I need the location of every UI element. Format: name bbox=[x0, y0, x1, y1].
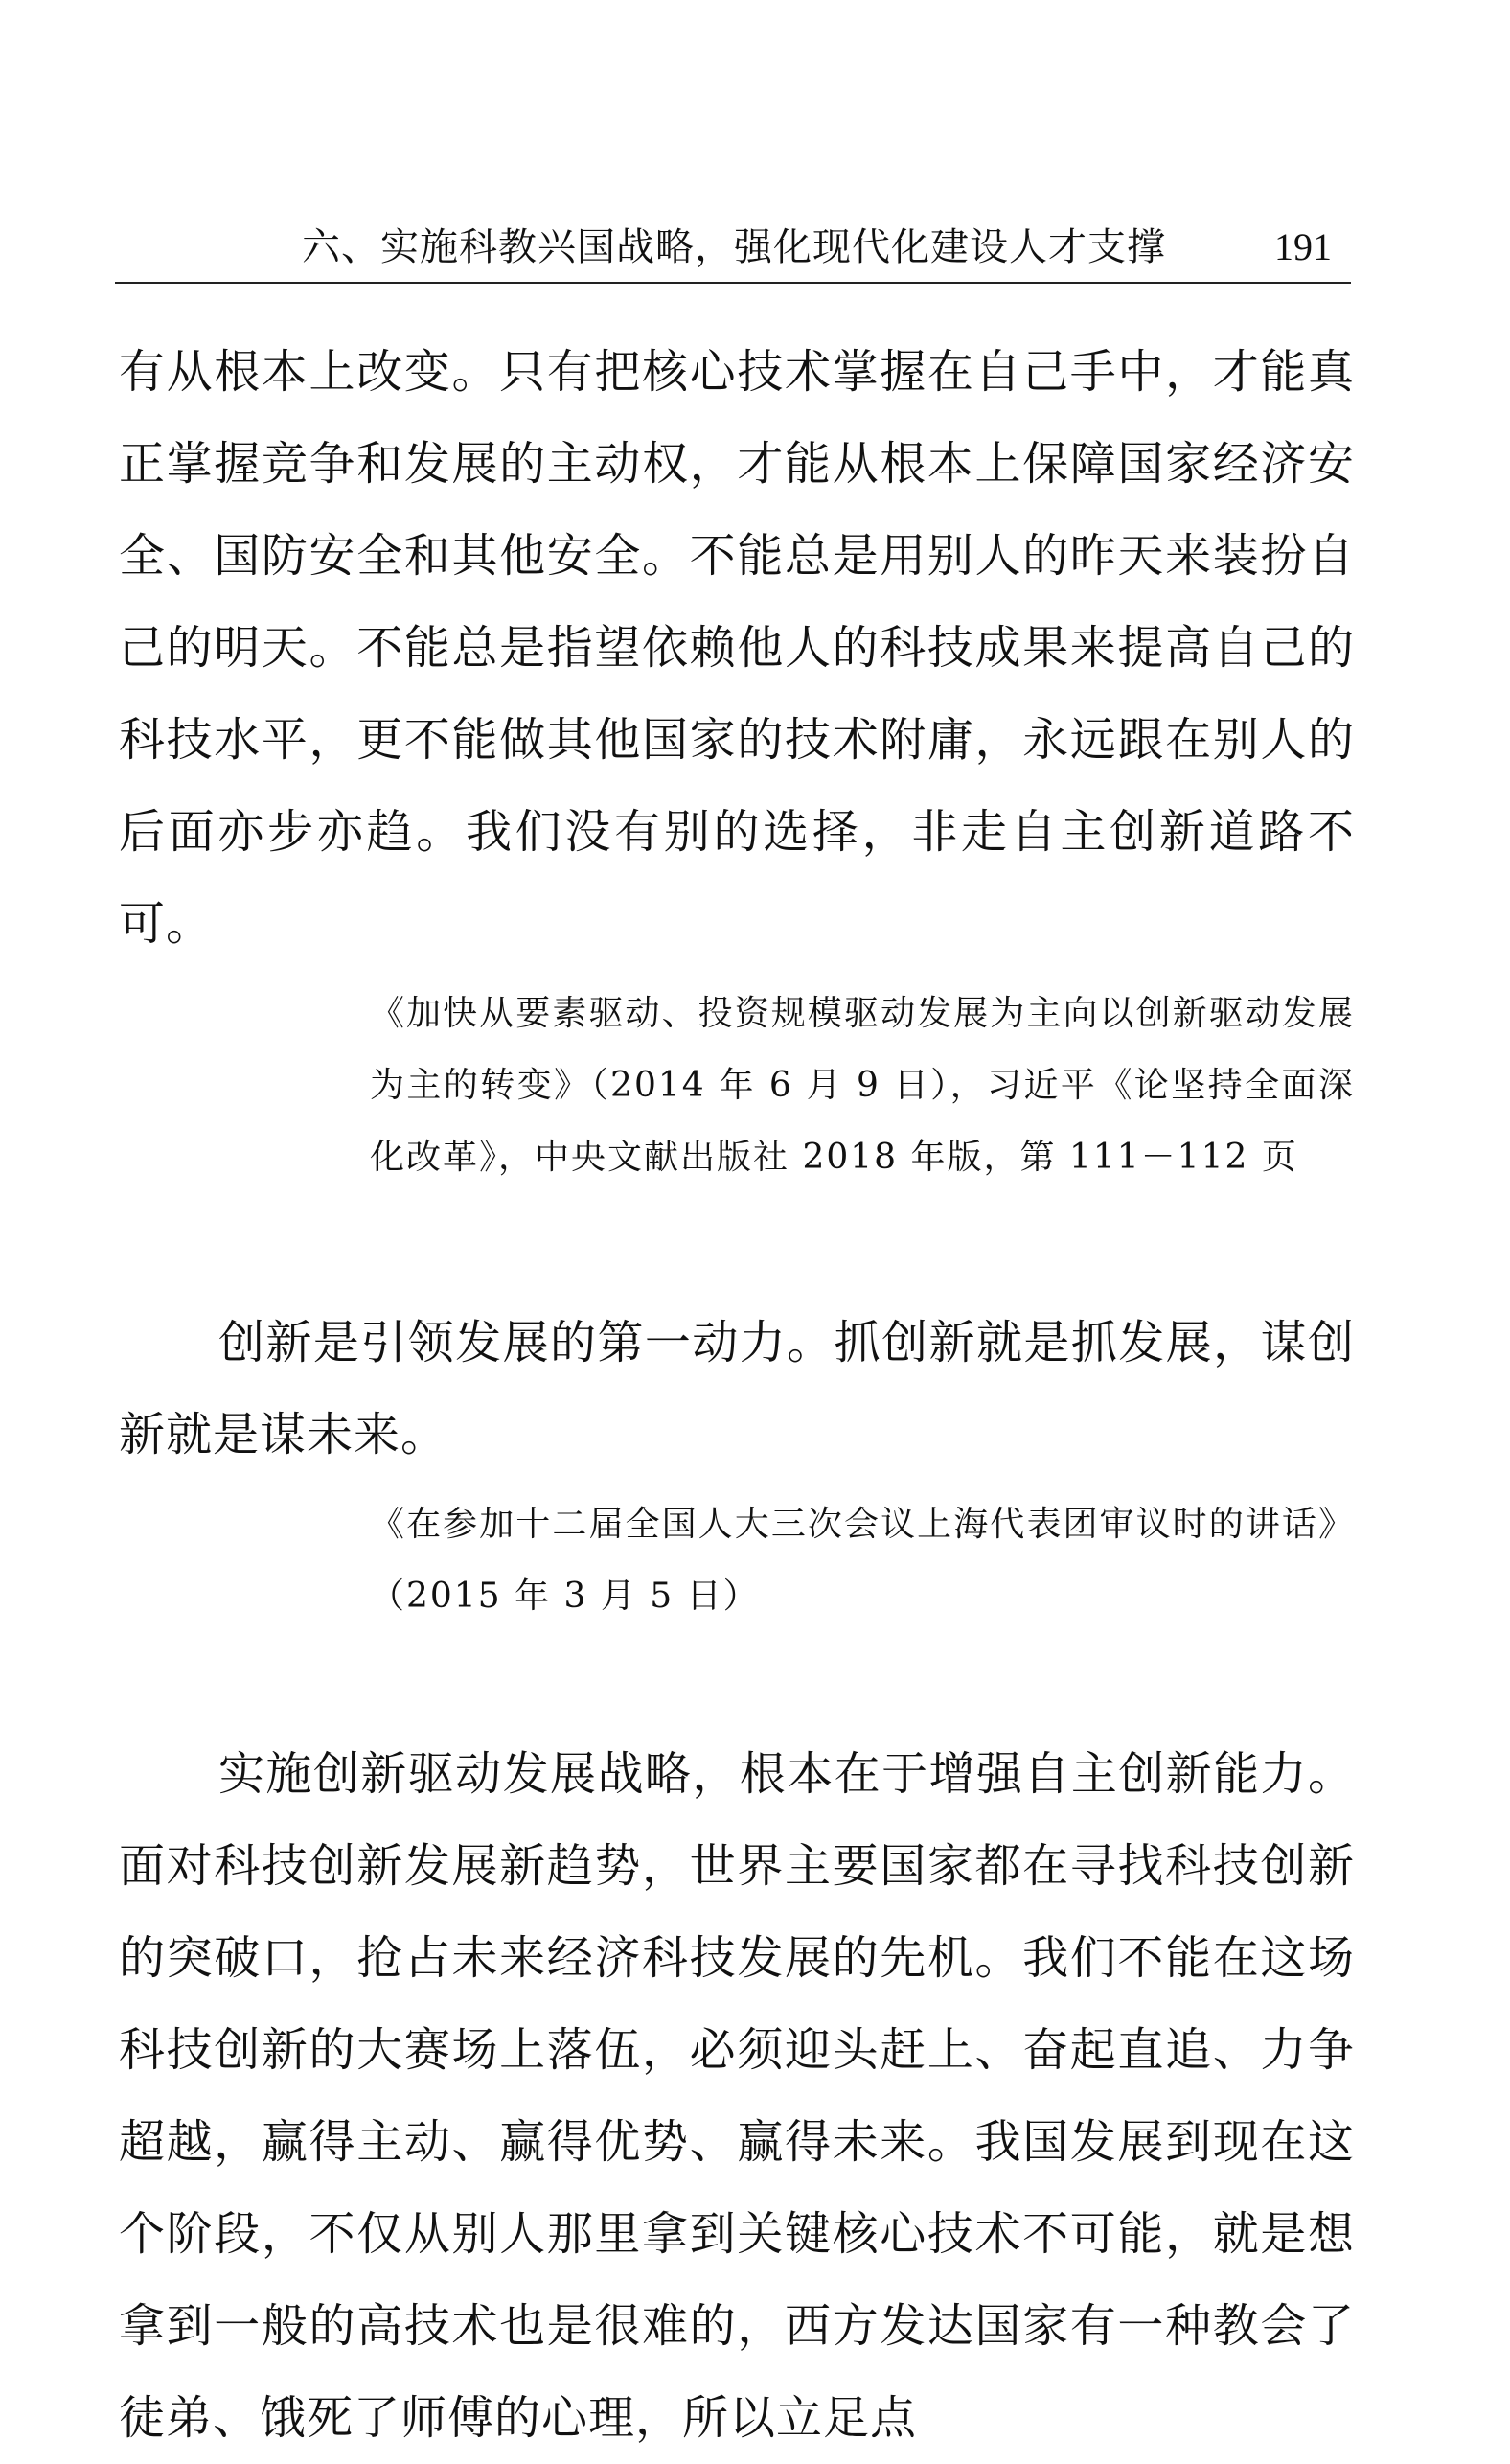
page-body bbox=[119, 326, 1355, 2464]
header-rule bbox=[115, 282, 1351, 284]
section-spacer bbox=[119, 1193, 1355, 1297]
chapter-title: 六、实施科教兴国战略，强化现代化建设人才支撑 bbox=[302, 225, 1166, 269]
running-header bbox=[115, 219, 1351, 286]
page-number: 191 bbox=[1274, 225, 1332, 268]
body-paragraph: 创新是引领发展的第一动力。抓创新就是抓发展，谋创新就是谋未来。 bbox=[119, 1316, 1355, 1462]
body-paragraph: 实施创新驱动发展战略，根本在于增强自主创新能力。面对科技创新发展新趋势，世界主要国家都在寻找科技创新的突破口，抢占未来经济科技发展的先机。我们不能在这场科技创新的大赛场上落伍，必须迎头赶上、奋起直追、力争超越，赢得主动、赢得优势、赢得未来。我国发展到现在这个阶段，不仅从别人那里拿到关键核心技术不可能，就是想拿到一般的高技术也是很难的，西方发达国家有一种教会了徒弟、饿死了师傅的心理，所以立足点 bbox=[119, 1747, 1355, 2445]
source-citation: 《加快从要素驱动、投资规模驱动发展为主向以创新驱动发展为主的转变》（2014 年 6 月 9 日），习近平《论坚持全面深化改革》，中央文献出版社 2018 年版，第 111－112 页 bbox=[370, 994, 1355, 1177]
section-spacer bbox=[119, 1632, 1355, 1728]
body-paragraph-continued: 有从根本上改变。只有把核心技术掌握在自己手中，才能真正掌握竞争和发展的主动权，才能从根本上保障国家经济安全、国防安全和其他安全。不能总是用别人的昨天来装扮自己的明天。不能总是指望依赖他人的科技成果来提高自己的科技水平，更不能做其他国家的技术附庸，永远跟在别人的后面亦步亦趋。我们没有别的选择，非走自主创新道路不可。 bbox=[119, 345, 1355, 951]
source-citation: 《在参加十二届全国人大三次会议上海代表团审议时的讲话》（2015 年 3 月 5 日） bbox=[370, 1505, 1355, 1616]
